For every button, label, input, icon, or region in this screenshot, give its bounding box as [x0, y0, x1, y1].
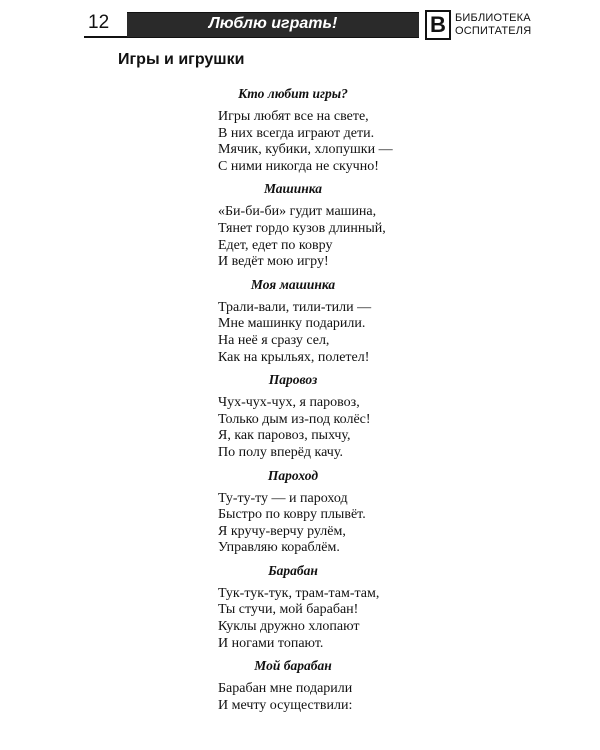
- page-number: 12: [88, 12, 110, 33]
- poem-title: Пароход: [267, 467, 319, 483]
- poems-column: [218, 86, 478, 720]
- poem-line: Барабан мне подарили: [218, 681, 353, 697]
- series-logo: [425, 10, 535, 40]
- poem-line: На неё я сразу сел,: [218, 332, 330, 348]
- poem-line: Ту-ту-ту — и пароход: [218, 490, 348, 506]
- header-rule: [84, 36, 128, 38]
- poem-title: Паровоз: [268, 372, 318, 388]
- poem: [218, 372, 478, 461]
- poem: [218, 468, 478, 557]
- poem-title: Барабан: [268, 562, 318, 578]
- poem-title: Кто любит игры?: [238, 86, 348, 101]
- poem-line: Управляю кораблём.: [218, 540, 340, 556]
- poem-line: В них всегда играют дети.: [218, 125, 375, 141]
- poem-line: И ведёт мою игру!: [218, 254, 329, 270]
- poem-line: По полу вперёд качу.: [218, 444, 343, 460]
- poem: [218, 658, 478, 714]
- poem: [218, 181, 478, 270]
- poem-line: И ногами топают.: [218, 635, 324, 651]
- logo-text: [455, 12, 531, 38]
- poem-title: Машинка: [263, 181, 323, 197]
- poem: [218, 277, 478, 366]
- poem-line: Тук-тук-тук, трам-там-там,: [218, 585, 380, 601]
- logo-line-1: БИБЛИОТЕКА: [455, 12, 531, 24]
- poem-line: Как на крыльях, полетел!: [218, 349, 370, 365]
- poem-line: Куклы дружно хлопают: [218, 619, 360, 635]
- logo-line-2: ОСПИТАТЕЛЯ: [455, 25, 532, 37]
- poem-line: Я кручу-верчу рулём,: [218, 523, 346, 539]
- poem-line: Трали-вали, тили-тили —: [218, 299, 372, 315]
- poem-line: Едет, едет по ковру: [218, 237, 333, 253]
- section-title: Игры и игрушки: [118, 51, 245, 68]
- poem-line: Тянет гордо кузов длинный,: [218, 220, 386, 236]
- poem-line: Быстро по ковру плывёт.: [218, 507, 366, 523]
- poem-line: Чух-чух-чух, я паровоз,: [218, 395, 360, 411]
- poem-line: Мне машинку подарили.: [218, 316, 366, 332]
- poem-title: Моя машинка: [250, 276, 336, 292]
- poem-line: С ними никогда не скучно!: [218, 158, 379, 174]
- logo-letter-box: В: [425, 10, 451, 40]
- header-banner: [127, 12, 419, 38]
- poem-title: Мой барабан: [254, 658, 332, 674]
- running-title: Люблю играть!: [208, 15, 338, 32]
- poem-line: «Би-би-би» гудит машина,: [218, 204, 377, 220]
- poem-line: Мячик, кубики, хлопушки —: [218, 142, 393, 158]
- poem-line: И мечту осуществили:: [218, 697, 353, 713]
- page-header: [0, 0, 600, 44]
- poem-line: Только дым из-под колёс!: [218, 411, 371, 427]
- poem-line: Я, как паровоз, пыхчу,: [218, 428, 351, 444]
- poem-line: Игры любят все на свете,: [218, 109, 369, 124]
- poem: [218, 86, 478, 175]
- poem-line: Ты стучи, мой барабан!: [218, 602, 359, 618]
- poem: [218, 563, 478, 652]
